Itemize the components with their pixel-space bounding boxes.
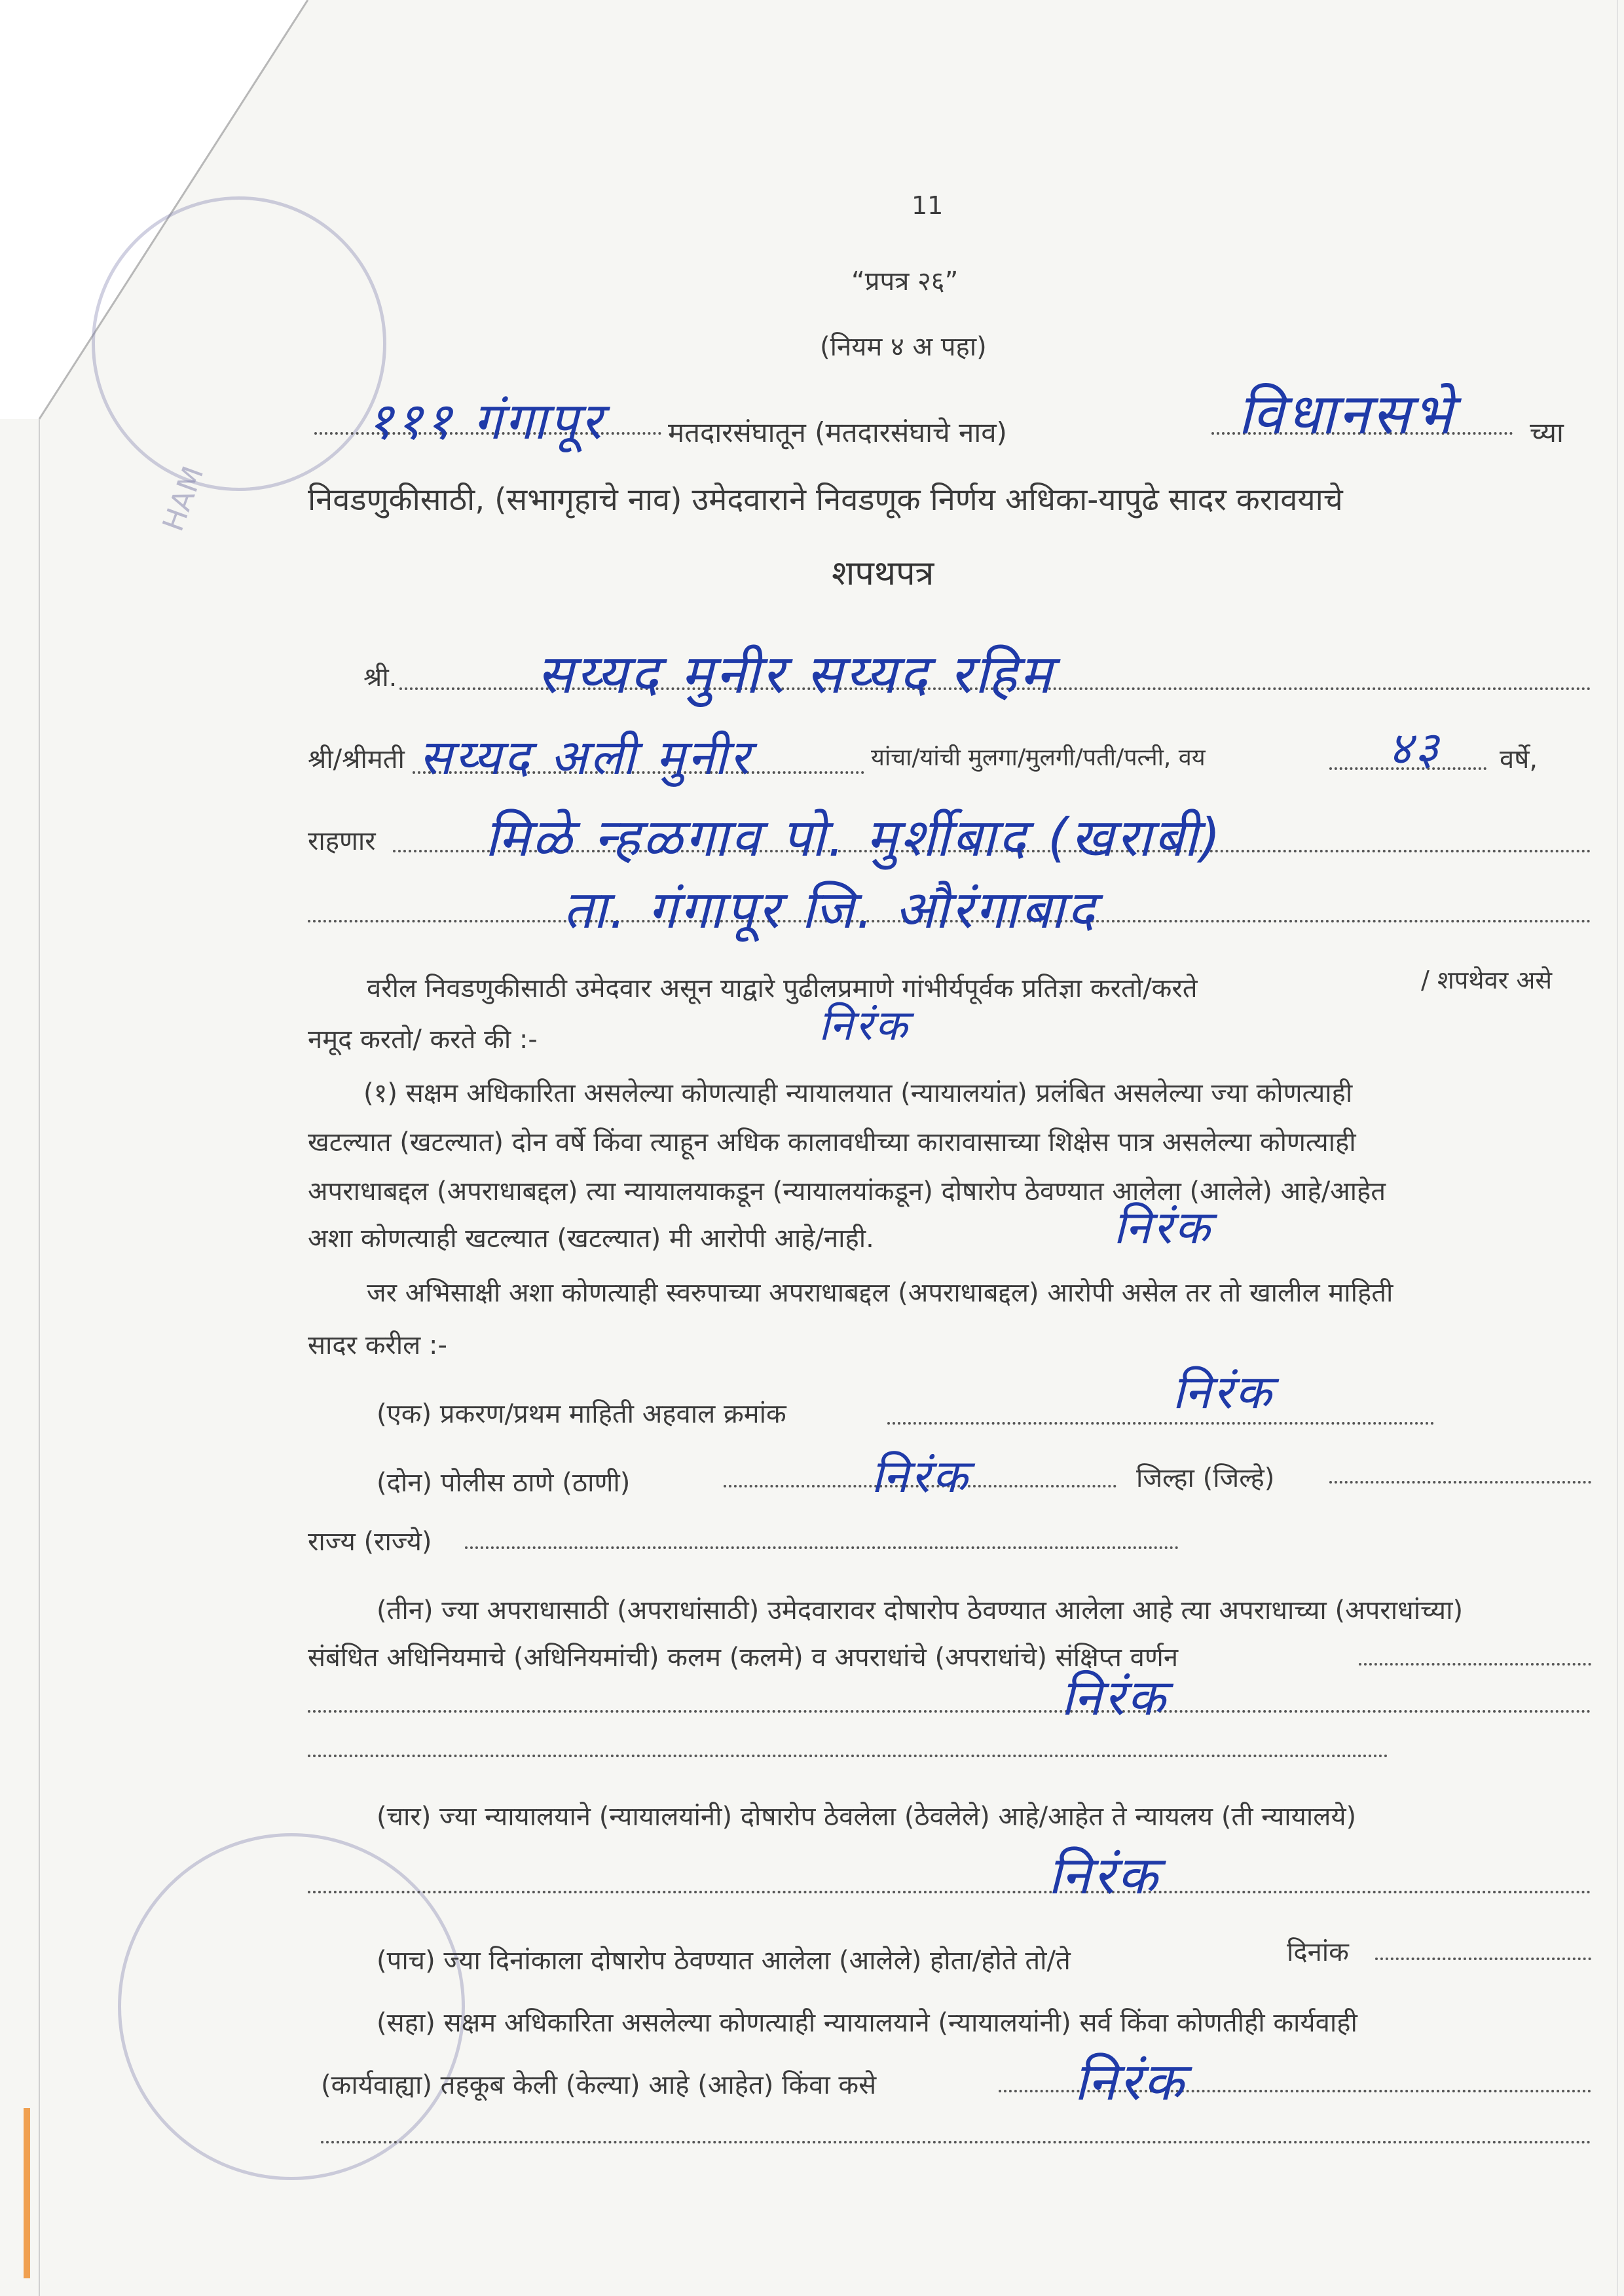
residence-label: राहणार xyxy=(308,826,376,856)
relation-label: श्री/श्रीमती xyxy=(308,744,405,774)
declaration-line-2: नमूद करतो/ करते की :- xyxy=(308,1025,538,1055)
item-1-line-2: खटल्यात (खटल्यात) दोन वर्षे किंवा त्याहून अधिक कालावधीच्या कारावासाच्या शिक्षेस पात्र असलेल्या कोणत्याही xyxy=(308,1127,1356,1157)
item-1-line-1: (१) सक्षम अधिकारिता असलेल्या कोणत्याही न्यायालयात (न्यायालयांत) प्रलंबित असलेल्या ज्या कोणत्याही xyxy=(363,1078,1353,1108)
date-label: दिनांक xyxy=(1287,1937,1349,1967)
handwritten-nil: निरंक xyxy=(1113,1201,1213,1254)
constituency-label: मतदारसंघातून (मतदारसंघाचे नाव) xyxy=(668,416,1007,448)
edge-mark xyxy=(24,2108,30,2278)
relation-text: यांचा/यांची मुलगा/मुलगी/पती/पत्नी, वय xyxy=(871,744,1206,771)
handwritten-nil: निरंक xyxy=(1061,1668,1168,1726)
handwritten-age: ४३ xyxy=(1388,721,1441,775)
seal-text: HAM xyxy=(156,462,211,536)
item-ek: (एक) प्रकरण/प्रथम माहिती अहवाल क्रमांक xyxy=(377,1399,786,1429)
faded-seal xyxy=(92,196,386,491)
item-1-line-4: अशा कोणत्याही खटल्यात (खटल्यात) मी आरोपी आहे/नाही. xyxy=(308,1224,874,1254)
handwritten-name: सय्यद मुनीर सय्यद रहिम xyxy=(537,644,1054,706)
dotted-line xyxy=(321,2141,1591,2143)
dotted-line xyxy=(308,1891,1591,1893)
mr-label: श्री. xyxy=(363,663,397,693)
constituency-suffix: च्या xyxy=(1530,416,1564,448)
declaration-line-1b: / शपथेवर असे xyxy=(1421,966,1553,994)
item-don: (दोन) पोलीस ठाणे (ठाणी) xyxy=(377,1468,631,1498)
handwritten-house: विधानसभे xyxy=(1238,382,1455,447)
handwritten-parent: सय्यद अली मुनीर xyxy=(419,729,752,786)
declaration-line-1: वरील निवडणुकीसाठी उमेदवार असून याद्वारे पुढीलप्रमाणे गांभीर्यपूर्वक प्रतिज्ञा करतो/करते xyxy=(367,974,1198,1004)
state-label: राज्य (राज्ये) xyxy=(308,1527,432,1557)
item-saha-line-1: (सहा) सक्षम अधिकारिता असलेल्या कोणत्याही न्यायालयाने (न्यायालयांनी) सर्व किंवा कोणतीही कार्यवाही xyxy=(377,2008,1357,2038)
handwritten-nil: निरंक xyxy=(819,1002,910,1050)
item-char: (चार) ज्या न्यायालयाने (न्यायालयांनी) दोषारोप ठेवलेला (ठेवलेले) आहे/आहेत ते न्यायलय (ती न्यायालये) xyxy=(377,1802,1357,1832)
handwritten-nil: निरंक xyxy=(871,1449,970,1503)
years-label: वर्षे, xyxy=(1500,744,1538,774)
handwritten-nil: निरंक xyxy=(1048,1845,1160,1906)
rule-reference: (नियम ४ अ पहा) xyxy=(820,332,987,362)
dotted-line xyxy=(887,1422,1434,1425)
para-2-line-1: जर अभिसाक्षी अशा कोणत्याही स्वरुपाच्या अपराधाबद्दल (अपराधाबद्दल) आरोपी असेल तर तो खालील माहिती xyxy=(367,1278,1393,1308)
dotted-line xyxy=(465,1546,1179,1549)
intro-line-2: निवडणुकीसाठी, (सभागृहाचे नाव) उमेदवाराने निवडणूक निर्णय अधिका-यापुढे सादर करावयाचे xyxy=(308,482,1343,518)
district-label: जिल्हा (जिल्हे) xyxy=(1136,1463,1275,1493)
dotted-line xyxy=(1329,1481,1591,1484)
item-saha-line-2: (कार्यवाह्या) तहकूब केली (केल्या) आहे (आहेत) किंवा कसे xyxy=(321,2070,877,2100)
page-number: 11 xyxy=(912,191,944,220)
dotted-line xyxy=(308,1710,1591,1713)
item-pach: (पाच) ज्या दिनांकाला दोषारोप ठेवण्यात आलेला (आलेले) होता/होते तो/ते xyxy=(377,1946,1071,1976)
form-title: “प्रपत्र २६” xyxy=(851,266,959,297)
item-teen-line-1: (तीन) ज्या अपराधासाठी (अपराधांसाठी) उमेदवारावर दोषारोप ठेवण्यात आलेला आहे त्या अपराधाच्या (अपराधांच्या) xyxy=(377,1595,1464,1626)
handwritten-constituency: १११ गंगापूर xyxy=(367,392,604,451)
item-teen-line-2: संबंधित अधिनियमाचे (अधिनियमांची) कलम (कलमे) व अपराधांचे (अपराधांचे) संक्षिप्त वर्णन xyxy=(308,1643,1179,1673)
dotted-line xyxy=(1375,1958,1591,1960)
faded-seal-bottom xyxy=(118,1833,465,2180)
dotted-line xyxy=(308,1755,1388,1757)
item-1-line-3: अपराधाबद्दल (अपराधाबद्दल) त्या न्यायालयाकडून (न्यायालयांकडून) दोषारोप ठेवण्यात आलेला (आलेले) आहे/आहेत xyxy=(308,1176,1386,1207)
handwritten-nil: निरंक xyxy=(1172,1364,1274,1419)
handwritten-address-1: मिळे न्हळगाव पो. मुर्शीबाद (खराबी) xyxy=(485,807,1223,868)
handwritten-address-2: ता. गंगापूर जि. औरंगाबाद xyxy=(563,879,1098,940)
affidavit-heading: शपथपत्र xyxy=(832,554,934,593)
dotted-line xyxy=(1359,1663,1591,1666)
para-2-line-2: सादर करील :- xyxy=(308,1330,447,1360)
handwritten-nil: निरंक xyxy=(1074,2051,1187,2112)
